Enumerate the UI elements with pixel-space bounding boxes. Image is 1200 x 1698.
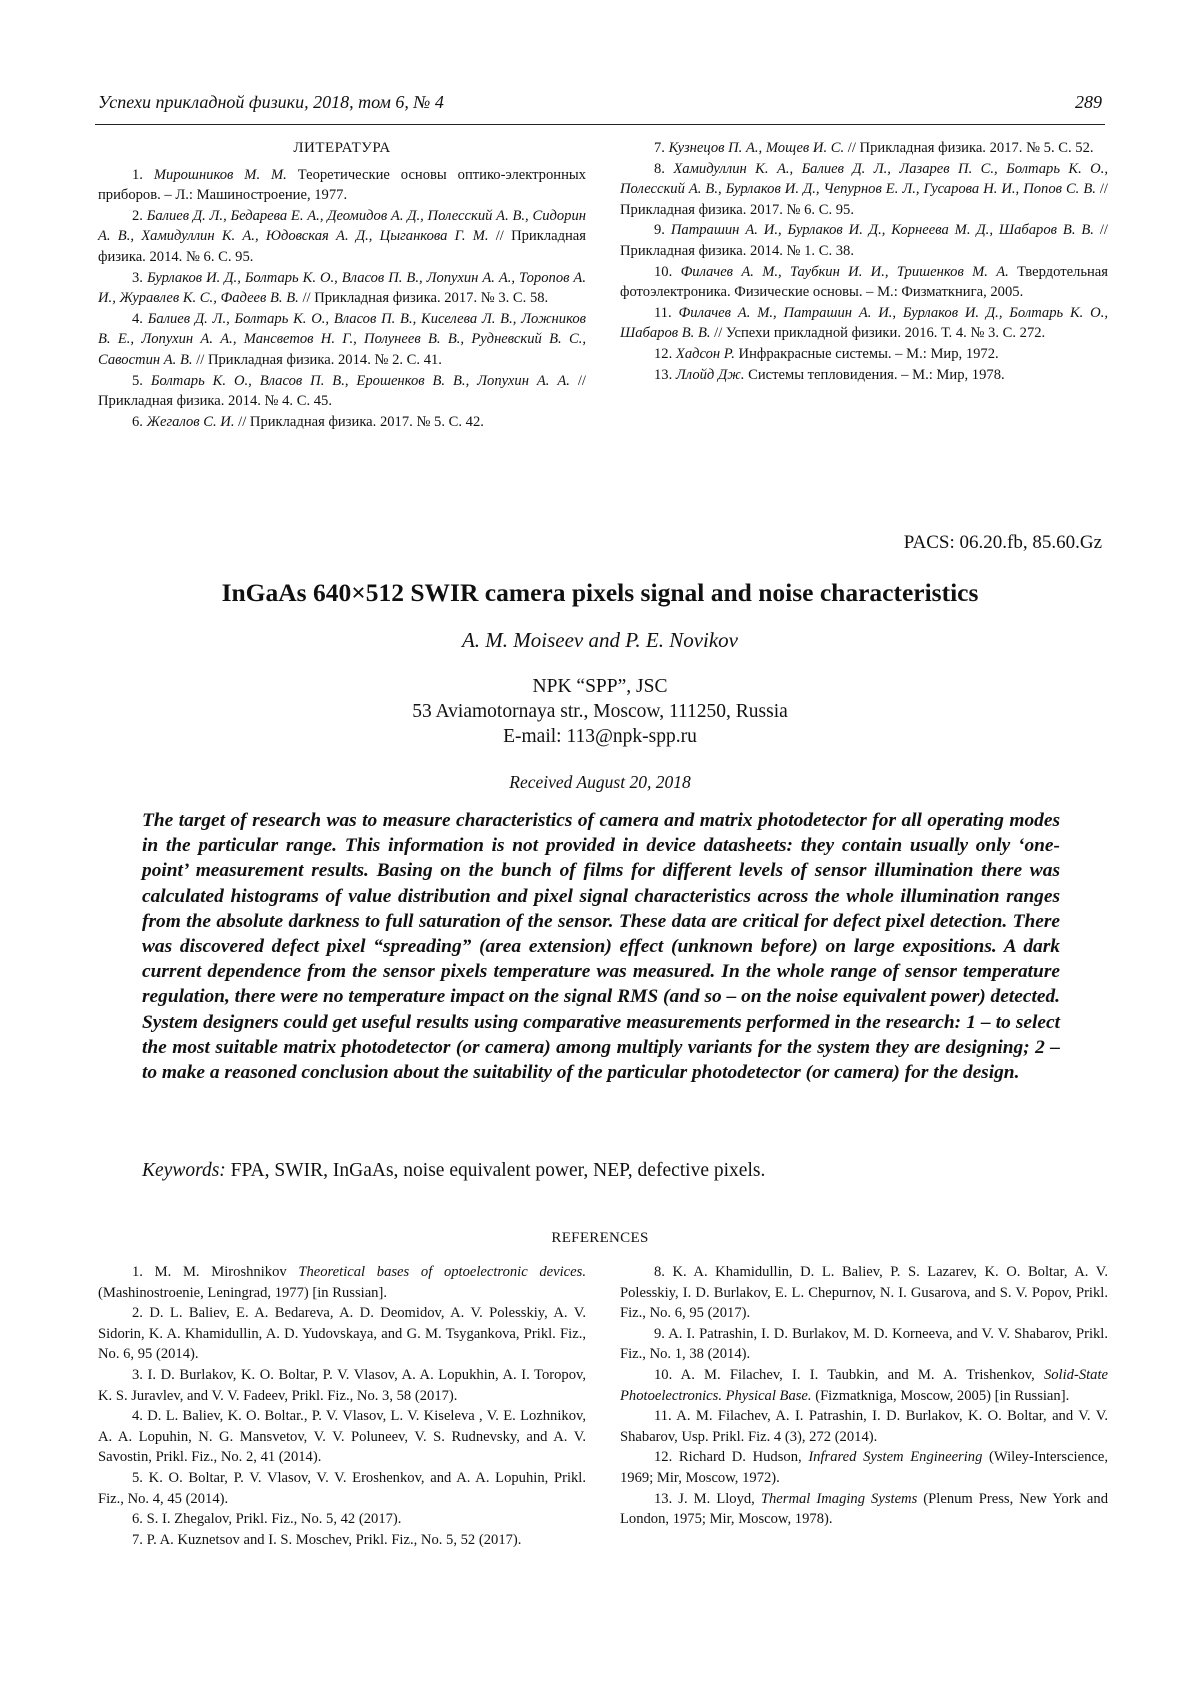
entry-title-italic: Infrared System Engineering: [808, 1449, 982, 1465]
literatura-entry: [98, 206, 586, 268]
entry-title-italic: Thermal Imaging Systems: [761, 1491, 917, 1507]
entry-number: 1.: [132, 167, 143, 183]
literatura-entry: [620, 138, 1108, 159]
literatura-entry: [620, 365, 1108, 386]
entry-number: 4.: [132, 1408, 143, 1424]
running-head: [98, 92, 1102, 118]
affiliation: [98, 674, 1102, 749]
pacs-codes: PACS: 06.20.fb, 85.60.Gz: [904, 532, 1102, 554]
entry-authors: Бурлаков И. Д., Болтарь К. О., Власов П. В., Лопухин А. А., Торопов А. И., Журавлев К. С., Фадеев В. В.: [98, 270, 586, 307]
entry-details: // Прикладная физика. 2017. № 3. С. 58.: [299, 290, 548, 306]
reference-entry: [98, 1468, 586, 1509]
entry-number: 4.: [132, 311, 143, 327]
references-left-column: [98, 1262, 586, 1550]
article-authors: A. M. Moiseev and P. E. Novikov: [98, 628, 1102, 653]
entry-authors: Патрашин А. И., Бурлаков И. Д., Корнеева М. Д., Шабаров В. В.: [671, 222, 1094, 238]
entry-publisher: (Mashinostroenie, Leningrad, 1977) [in Russian].: [98, 1285, 387, 1301]
entry-number: 8.: [654, 161, 665, 177]
literatura-entry: [620, 303, 1108, 344]
reference-entry: [620, 1489, 1108, 1530]
affiliation-email: E-mail: 113@npk-spp.ru: [98, 724, 1102, 749]
entry-number: 3.: [132, 270, 143, 286]
entry-details: // Прикладная физика. 2014. № 6. С. 95.: [98, 228, 586, 265]
entry-text: M. M. Miroshnikov: [155, 1264, 299, 1280]
affiliation-address: 53 Aviamotornaya str., Moscow, 111250, Russia: [98, 699, 1102, 724]
entry-text: A. I. Patrashin, I. D. Burlakov, M. D. Korneeva, and V. V. Shabarov, Prikl. Fiz., No. 1, 38 (2014).: [620, 1326, 1108, 1363]
entry-number: 12.: [654, 1449, 672, 1465]
literatura-entry: [620, 220, 1108, 261]
entry-details: // Прикладная физика. 2017. № 6. С. 95.: [620, 181, 1108, 218]
entry-text: A. M. Filachev, I. I. Taubkin, and M. A. Trishenkov,: [681, 1367, 1044, 1383]
entry-publisher: (Wiley-Interscience, 1969; Mir, Moscow, 1972).: [620, 1449, 1108, 1486]
entry-number: 5.: [132, 373, 143, 389]
entry-details: Твердотельная фотоэлектроника. Физические основы. – М.: Физматкнига, 2005.: [620, 264, 1108, 301]
entry-text: I. D. Burlakov, K. O. Boltar, P. V. Vlasov, A. A. Lopukhin, A. I. Toropov, K. S. Juravlev, and V. V. Fadeev, Prikl. Fiz., No. 3, 58 (2017).: [98, 1367, 586, 1404]
literatura-entry: [98, 371, 586, 412]
entry-number: 11.: [654, 305, 672, 321]
entry-number: 13.: [654, 1491, 672, 1507]
keywords-label: Keywords:: [142, 1160, 226, 1181]
reference-entry: [98, 1303, 586, 1365]
literatura-entry: [98, 412, 586, 433]
literatura-entry: [620, 344, 1108, 365]
journal-citation: Успехи прикладной физики, 2018, том 6, № 4: [98, 92, 444, 113]
entry-number: 6.: [132, 1511, 143, 1527]
entry-text: K. A. Khamidullin, D. L. Baliev, P. S. Lazarev, K. O. Boltar, A. V. Polesskiy, I. D. Burlakov, E. L. Chepurnov, N. I. Gusarova, and S. V. Popov, Prikl. Fiz., No. 6, 95 (2017).: [620, 1264, 1108, 1321]
entry-text: D. L. Baliev, E. A. Bedareva, A. D. Deomidov, A. V. Polesskiy, A. V. Sidorin, K. A. Khamidullin, A. D. Yudovskaya, and G. M. Tsygankova, Prikl. Fiz., No. 6, 95 (2014).: [98, 1305, 586, 1362]
entry-title-italic: Solid-State Photoelectronics. Physical Base.: [620, 1367, 1108, 1404]
journal-page: [0, 0, 1200, 1698]
literatura-title: ЛИТЕРАТУРА: [98, 138, 586, 159]
entry-details: // Прикладная физика. 2017. № 5. С. 52.: [844, 140, 1093, 156]
reference-entry: [98, 1262, 586, 1303]
entry-authors: Болтарь К. О., Власов П. В., Ерошенков В. В., Лопухин А. А.: [151, 373, 570, 389]
entry-authors: Балиев Д. Л., Бедарева Е. А., Деомидов А. Д., Полесский А. В., Сидорин А. В., Хамидуллин К. А., Юдовская А. Д., Цыганкова Г. М.: [98, 208, 586, 245]
entry-details: // Прикладная физика. 2014. № 4. С. 45.: [98, 373, 586, 410]
entry-text: P. A. Kuznetsov and I. S. Moschev, Prikl. Fiz., No. 5, 52 (2017).: [147, 1532, 522, 1548]
entry-number: 11.: [654, 1408, 672, 1424]
literatura-section: [98, 138, 1102, 468]
abstract: The target of research was to measure characteristics of camera and matrix photodetector for all operating modes in the particular range. This information is not provided in device datasheets: they contain usually only ‘one-point’ measurement results. Basing on the bunch of films for different levels of sensor illumination there was calculated histograms of value distribution and pixel signal characteristics across the whole illumination ranges from the absolute darkness to full saturation of the sensor. These data are critical for defect pixel detection. There was discovered defect pixel “spreading” (area extension) effect (unknown before) on large expositions. A dark current dependence from the sensor pixels temperature was measured. In the whole range of sensor temperature regulation, there were no temperature impact on the signal RMS (and so – on the noise equivalent power) detected. System designers could get useful results using comparative measurements performed in the research: 1 – to select the most suitable matrix photodetector (or camera) among multiply variants for the system they are designing; 2 – to make a reasoned conclusion about the suitability of the particular photodetector (or camera) for the design.: [142, 808, 1060, 1085]
entry-title-italic: Theoretical bases of optoelectronic devices.: [298, 1264, 586, 1280]
entry-authors: Жегалов С. И.: [147, 414, 235, 430]
article-title: InGaAs 640×512 SWIR camera pixels signal and noise characteristics: [98, 578, 1102, 608]
entry-number: 8.: [654, 1264, 665, 1280]
reference-entry: [620, 1447, 1108, 1488]
entry-number: 2.: [132, 1305, 143, 1321]
affiliation-org: NPK “SPP”, JSC: [98, 674, 1102, 699]
entry-number: 1.: [132, 1264, 143, 1280]
entry-authors: Хадсон Р.: [676, 346, 735, 362]
entry-number: 10.: [654, 264, 672, 280]
entry-publisher: (Plenum Press, New York and London, 1975; Mir, Moscow, 1978).: [620, 1491, 1108, 1528]
entry-number: 7.: [132, 1532, 143, 1548]
entry-authors: Кузнецов П. А., Мощев И. С.: [669, 140, 845, 156]
entry-details: // Успехи прикладной физики. 2016. Т. 4. № 3. С. 272.: [711, 325, 1046, 341]
entry-details: // Прикладная физика. 2014. № 1. С. 38.: [620, 222, 1108, 259]
entry-details: Теоретические основы оптико-электронных приборов. – Л.: Машиностроение, 1977.: [98, 167, 586, 204]
literatura-entry: [98, 309, 586, 371]
entry-number: 3.: [132, 1367, 143, 1383]
entry-text: J. M. Lloyd,: [678, 1491, 761, 1507]
references-section: [98, 1230, 1102, 1630]
entry-text: Richard D. Hudson,: [679, 1449, 808, 1465]
entry-number: 12.: [654, 346, 672, 362]
entry-number: 9.: [654, 222, 665, 238]
reference-entry: [98, 1509, 586, 1530]
entry-text: K. O. Boltar, P. V. Vlasov, V. V. Eroshenkov, and A. A. Lopuhin, Prikl. Fiz., No. 4, 45 (2014).: [98, 1470, 586, 1507]
entry-text: S. I. Zhegalov, Prikl. Fiz., No. 5, 42 (2017).: [147, 1511, 402, 1527]
entry-number: 7.: [654, 140, 665, 156]
entry-text: A. M. Filachev, A. I. Patrashin, I. D. Burlakov, K. O. Boltar, and V. V. Shabarov, Usp. Prikl. Fiz. 4 (3), 272 (2014).: [620, 1408, 1108, 1445]
literatura-entry: [98, 268, 586, 309]
entry-number: 5.: [132, 1470, 143, 1486]
literatura-left-column: [98, 138, 586, 432]
entry-details: // Прикладная физика. 2014. № 2. С. 41.: [193, 352, 442, 368]
entry-authors: Филачев А. М., Патрашин А. И., Бурлаков И. Д., Болтарь К. О., Шабаров В. В.: [620, 305, 1108, 342]
literatura-entry: [620, 262, 1108, 303]
entry-number: 13.: [654, 367, 672, 383]
entry-details: Системы тепловидения. – М.: Мир, 1978.: [744, 367, 1004, 383]
reference-entry: [98, 1365, 586, 1406]
header-rule: [95, 124, 1105, 125]
entry-details: Инфракрасные системы. – М.: Мир, 1972.: [735, 346, 999, 362]
references-right-column: [620, 1262, 1108, 1530]
reference-entry: [98, 1406, 586, 1468]
entry-details: // Прикладная физика. 2017. № 5. С. 42.: [235, 414, 484, 430]
references-title: REFERENCES: [98, 1230, 1102, 1247]
reference-entry: [620, 1262, 1108, 1324]
entry-authors: Филачев А. М., Таубкин И. И., Тришенков М. А.: [681, 264, 1009, 280]
keywords: [142, 1160, 1060, 1182]
entry-text: D. L. Baliev, K. O. Boltar., P. V. Vlasov, L. V. Kiseleva , V. E. Lozhnikov, A. A. Lopuhin, N. G. Mansvetov, V. V. Poluneev, V. S. Rudnevsky, and A. V. Savostin, Prikl. Fiz., No. 2, 41 (2014).: [98, 1408, 586, 1465]
page-number: 289: [1075, 92, 1102, 113]
reference-entry: [620, 1365, 1108, 1406]
entry-number: 10.: [654, 1367, 672, 1383]
reference-entry: [98, 1530, 586, 1551]
literatura-right-column: [620, 138, 1108, 385]
literatura-entry: [620, 159, 1108, 221]
received-date: Received August 20, 2018: [98, 772, 1102, 793]
entry-publisher: (Fizmatkniga, Moscow, 2005) [in Russian].: [812, 1388, 1070, 1404]
entry-number: 2.: [132, 208, 143, 224]
keywords-list: FPA, SWIR, InGaAs, noise equivalent power, NEP, defective pixels.: [226, 1160, 766, 1181]
entry-number: 9.: [654, 1326, 665, 1342]
reference-entry: [620, 1324, 1108, 1365]
entry-authors: Мирошников М. М.: [154, 167, 287, 183]
entry-number: 6.: [132, 414, 143, 430]
entry-authors: Хамидуллин К. А., Балиев Д. Л., Лазарев П. С., Болтарь К. О., Полесский А. В., Бурлаков И. Д., Чепурнов Е. Л., Гусарова Н. И., Попов С. В.: [620, 161, 1108, 198]
entry-authors: Ллойд Дж.: [676, 367, 745, 383]
entry-authors: Балиев Д. Л., Болтарь К. О., Власов П. В., Киселева Л. В., Ложников В. Е., Лопухин А. А., Мансветов Н. Г., Полунеев В. В., Рудневский В. С., Савостин А. В.: [98, 311, 586, 368]
reference-entry: [620, 1406, 1108, 1447]
literatura-entry: [98, 165, 586, 206]
